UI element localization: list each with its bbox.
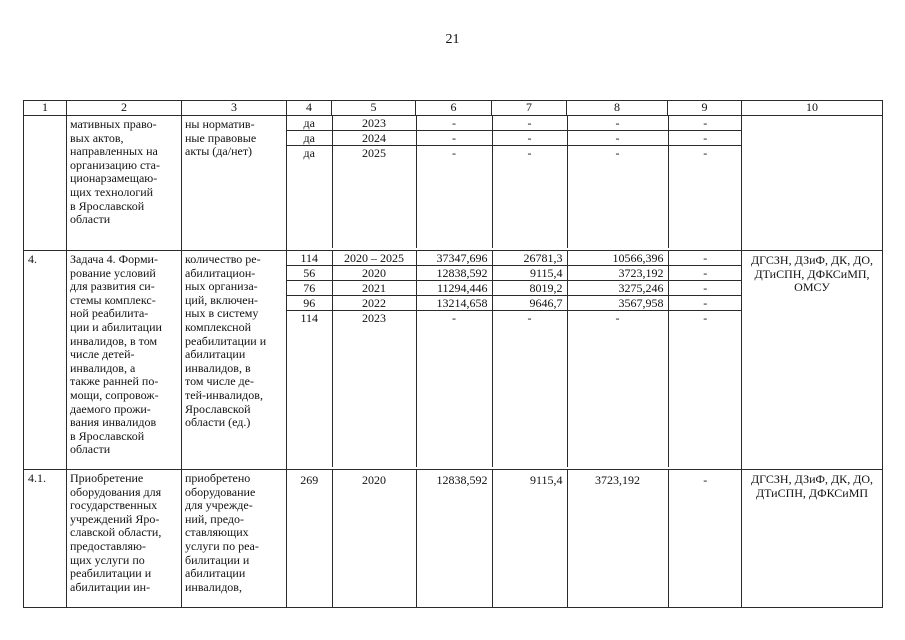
indicator-text-line: комплексной: [185, 319, 252, 334]
indicator-text-line: акты (да/нет): [185, 144, 253, 159]
other-amount: -: [668, 281, 742, 296]
executors-cell: ДГСЗН, ДЗиФ, ДК, ДО, ДТиСПН, ДФКСиМП, ОМСУ: [742, 251, 883, 470]
task-text-line: ной реабилита-: [70, 306, 149, 321]
empty-cell: [668, 325, 742, 467]
other-amount: -: [668, 251, 742, 266]
other-amount: -: [668, 266, 742, 281]
year: 2021: [332, 281, 416, 296]
year: 2023: [332, 311, 416, 326]
indicator-text-line: тей-инвалидов,: [185, 387, 263, 402]
indicator-text-line: ные правовые: [185, 130, 257, 145]
indicator-value: да: [287, 131, 332, 146]
page-number: 21: [445, 32, 460, 47]
indicator-value: да: [287, 116, 332, 131]
empty-cell: [492, 160, 567, 248]
indicator-value: 114: [287, 251, 332, 266]
indicator-text-line: абилитацион-: [185, 265, 256, 280]
other-amount: -: [703, 146, 708, 160]
indicator-value: 56: [287, 266, 332, 281]
col-header-4: 4: [287, 101, 332, 116]
federal-amount: -: [492, 116, 567, 131]
table-row-continued: [24, 116, 883, 251]
indicator-text-line: том числе де-: [185, 374, 254, 389]
year: 2020: [332, 470, 416, 607]
col-header-10: 10: [742, 101, 883, 116]
program-table: [23, 100, 883, 608]
task-cell: [67, 470, 182, 608]
row-number: 4.: [24, 251, 67, 470]
value-row: [287, 281, 742, 296]
year: 2022: [332, 296, 416, 311]
regional-amount: 10566,396: [567, 251, 668, 266]
value-row: [287, 116, 742, 131]
indicator-text-line: ных в систему: [185, 306, 259, 321]
empty-cell: [416, 160, 492, 248]
values-cell: [287, 251, 742, 470]
regional-amount: 3567,958: [567, 296, 668, 311]
indicator-text-line: для учрежде-: [185, 498, 253, 513]
task-text-line: мощи, сопровож-: [70, 387, 159, 402]
task-text-line: реабилитации и: [70, 566, 152, 581]
federal-amount: -: [492, 311, 567, 326]
indicator-value: 114: [287, 311, 332, 326]
regional-amount: 3723,192: [567, 266, 668, 281]
task-text-line: абилитации ин-: [70, 579, 151, 594]
empty-cell: [416, 325, 492, 467]
task-text-line: государственных: [70, 498, 158, 513]
task-text-line: направленных на: [70, 144, 158, 159]
value-row: [287, 470, 742, 607]
regional-amount: -: [567, 131, 668, 146]
task-text-line: Задача 4. Форми-: [70, 252, 158, 266]
values-subtable: [287, 251, 742, 467]
values-cell: [287, 116, 742, 251]
empty-cell: [567, 160, 668, 248]
regional-amount: 3275,246: [567, 281, 668, 296]
col-header-2: 2: [67, 101, 182, 116]
row-number: 4.1.: [24, 470, 67, 608]
task-text-line: ционарзамещаю-: [70, 171, 158, 186]
task-text-line: мативных право-: [70, 117, 157, 131]
total-amount: -: [416, 131, 492, 146]
federal-amount: -: [492, 146, 567, 161]
indicator-text-line: реабилитации и: [185, 333, 267, 348]
values-subtable: [287, 470, 742, 607]
indicator-text-line: абилитации: [185, 566, 246, 581]
task-text-line: стемы комплекс-: [70, 292, 156, 307]
column-number-row: [24, 101, 883, 116]
total-amount: -: [416, 311, 492, 326]
indicator-text-line: области (ед.): [185, 415, 251, 430]
year: 2023: [332, 116, 416, 131]
empty-cell: [567, 325, 668, 467]
total-amount: -: [416, 116, 492, 131]
regional-amount: -: [567, 311, 668, 326]
task-text-line: даемого прожи-: [70, 401, 151, 416]
col-header-6: 6: [416, 101, 492, 116]
total-amount: 12838,592: [416, 266, 492, 281]
table-row-task-4: [24, 251, 883, 470]
value-row: [287, 266, 742, 281]
federal-amount: 8019,2: [492, 281, 567, 296]
values-subtable: [287, 116, 742, 248]
other-amount: -: [668, 116, 742, 131]
value-row: [287, 296, 742, 311]
federal-amount: 9646,7: [492, 296, 567, 311]
indicator-value: 96: [287, 296, 332, 311]
col-header-9: 9: [668, 101, 742, 116]
executors-cell: ДГСЗН, ДЗиФ, ДК, ДО, ДТиСПН, ДФКСиМП: [742, 470, 883, 608]
indicator-text-line: ций, включен-: [185, 292, 259, 307]
task-text-line: для развития си-: [70, 279, 155, 294]
value-row-filler: [287, 325, 742, 467]
other-amount: -: [703, 473, 708, 487]
task-text-line: области: [70, 442, 111, 457]
indicator-text-line: приобретено: [185, 471, 251, 485]
indicator-text-line: услуги по реа-: [185, 538, 259, 553]
indicator-value: 76: [287, 281, 332, 296]
task-text-line: предоставляю-: [70, 538, 147, 553]
value-row: [287, 131, 742, 146]
task-text-line: числе детей-: [70, 347, 135, 362]
task-text-line: оборудования для: [70, 484, 162, 499]
task-cell: [67, 116, 182, 251]
task-text-line: ции и абилитации: [70, 319, 162, 334]
year: 2025: [332, 146, 416, 161]
year: 2020: [332, 266, 416, 281]
total-amount: 13214,658: [416, 296, 492, 311]
indicator-text-line: оборудование: [185, 484, 256, 499]
indicator-value: 269: [287, 470, 332, 607]
executors-cell: [742, 116, 883, 251]
col-header-8: 8: [567, 101, 668, 116]
indicator-cell: [182, 251, 287, 470]
task-text-line: организацию ста-: [70, 157, 161, 172]
indicator-text-line: Ярославской: [185, 401, 251, 416]
task-text-line: в Ярославской: [70, 198, 145, 213]
indicator-text-line: абилитации: [185, 347, 246, 362]
col-header-7: 7: [492, 101, 567, 116]
empty-cell: [332, 160, 416, 248]
empty-cell: [287, 160, 332, 248]
federal-amount: 9115,4: [492, 470, 567, 607]
col-header-1: 1: [24, 101, 67, 116]
other-amount: -: [668, 296, 742, 311]
row-number: [24, 116, 67, 251]
values-cell: [287, 470, 742, 608]
task-text-line: инвалидов, а: [70, 360, 136, 375]
indicator-value: да: [287, 146, 332, 161]
indicator-cell: [182, 470, 287, 608]
total-amount: 12838,592: [416, 470, 492, 607]
total-amount: -: [416, 146, 492, 161]
regional-amount: -: [567, 146, 668, 161]
federal-amount: 9115,4: [492, 266, 567, 281]
task-text-line: учреждений Яро-: [70, 511, 160, 526]
indicator-text-line: количество ре-: [185, 252, 261, 266]
federal-amount: 26781,3: [492, 251, 567, 266]
indicator-text-line: ний, предо-: [185, 511, 244, 526]
other-amount: -: [703, 311, 708, 325]
task-text-line: инвалидов, в том: [70, 333, 158, 348]
indicator-cell: [182, 116, 287, 251]
empty-cell: [332, 325, 416, 467]
task-text-line: рование условий: [70, 265, 156, 280]
task-cell: [67, 251, 182, 470]
indicator-text-line: инвалидов, в: [185, 360, 251, 375]
indicator-text-line: ных организа-: [185, 279, 258, 294]
table-row-4-1: [24, 470, 883, 608]
total-amount: 37347,696: [416, 251, 492, 266]
total-amount: 11294,446: [416, 281, 492, 296]
task-text-line: славской области,: [70, 525, 162, 540]
col-header-3: 3: [182, 101, 287, 116]
federal-amount: -: [492, 131, 567, 146]
other-amount: -: [668, 131, 742, 146]
indicator-text-line: билитации и: [185, 552, 250, 567]
regional-amount: 3723,192: [567, 470, 668, 607]
year: 2024: [332, 131, 416, 146]
task-text-line: также ранней по-: [70, 374, 159, 389]
task-text-line: в Ярославской: [70, 428, 145, 443]
value-row: [287, 251, 742, 266]
task-text-line: вания инвалидов: [70, 415, 157, 430]
task-text-line: щих технологий: [70, 184, 154, 199]
indicator-text-line: ны норматив-: [185, 117, 255, 131]
task-text-line: Приобретение: [70, 471, 144, 485]
col-header-5: 5: [332, 101, 416, 116]
value-row: [287, 146, 742, 161]
empty-cell: [492, 325, 567, 467]
indicator-text-line: инвалидов,: [185, 579, 242, 594]
task-text-line: щих услуги по: [70, 552, 145, 567]
task-text-line: области: [70, 212, 111, 227]
value-row-filler: [287, 160, 742, 248]
regional-amount: -: [567, 116, 668, 131]
empty-cell: [668, 160, 742, 248]
task-text-line: вых актов,: [70, 130, 124, 145]
year: 2020 – 2025: [332, 251, 416, 266]
value-row: [287, 311, 742, 326]
indicator-text-line: ставляющих: [185, 525, 249, 540]
empty-cell: [287, 325, 332, 467]
